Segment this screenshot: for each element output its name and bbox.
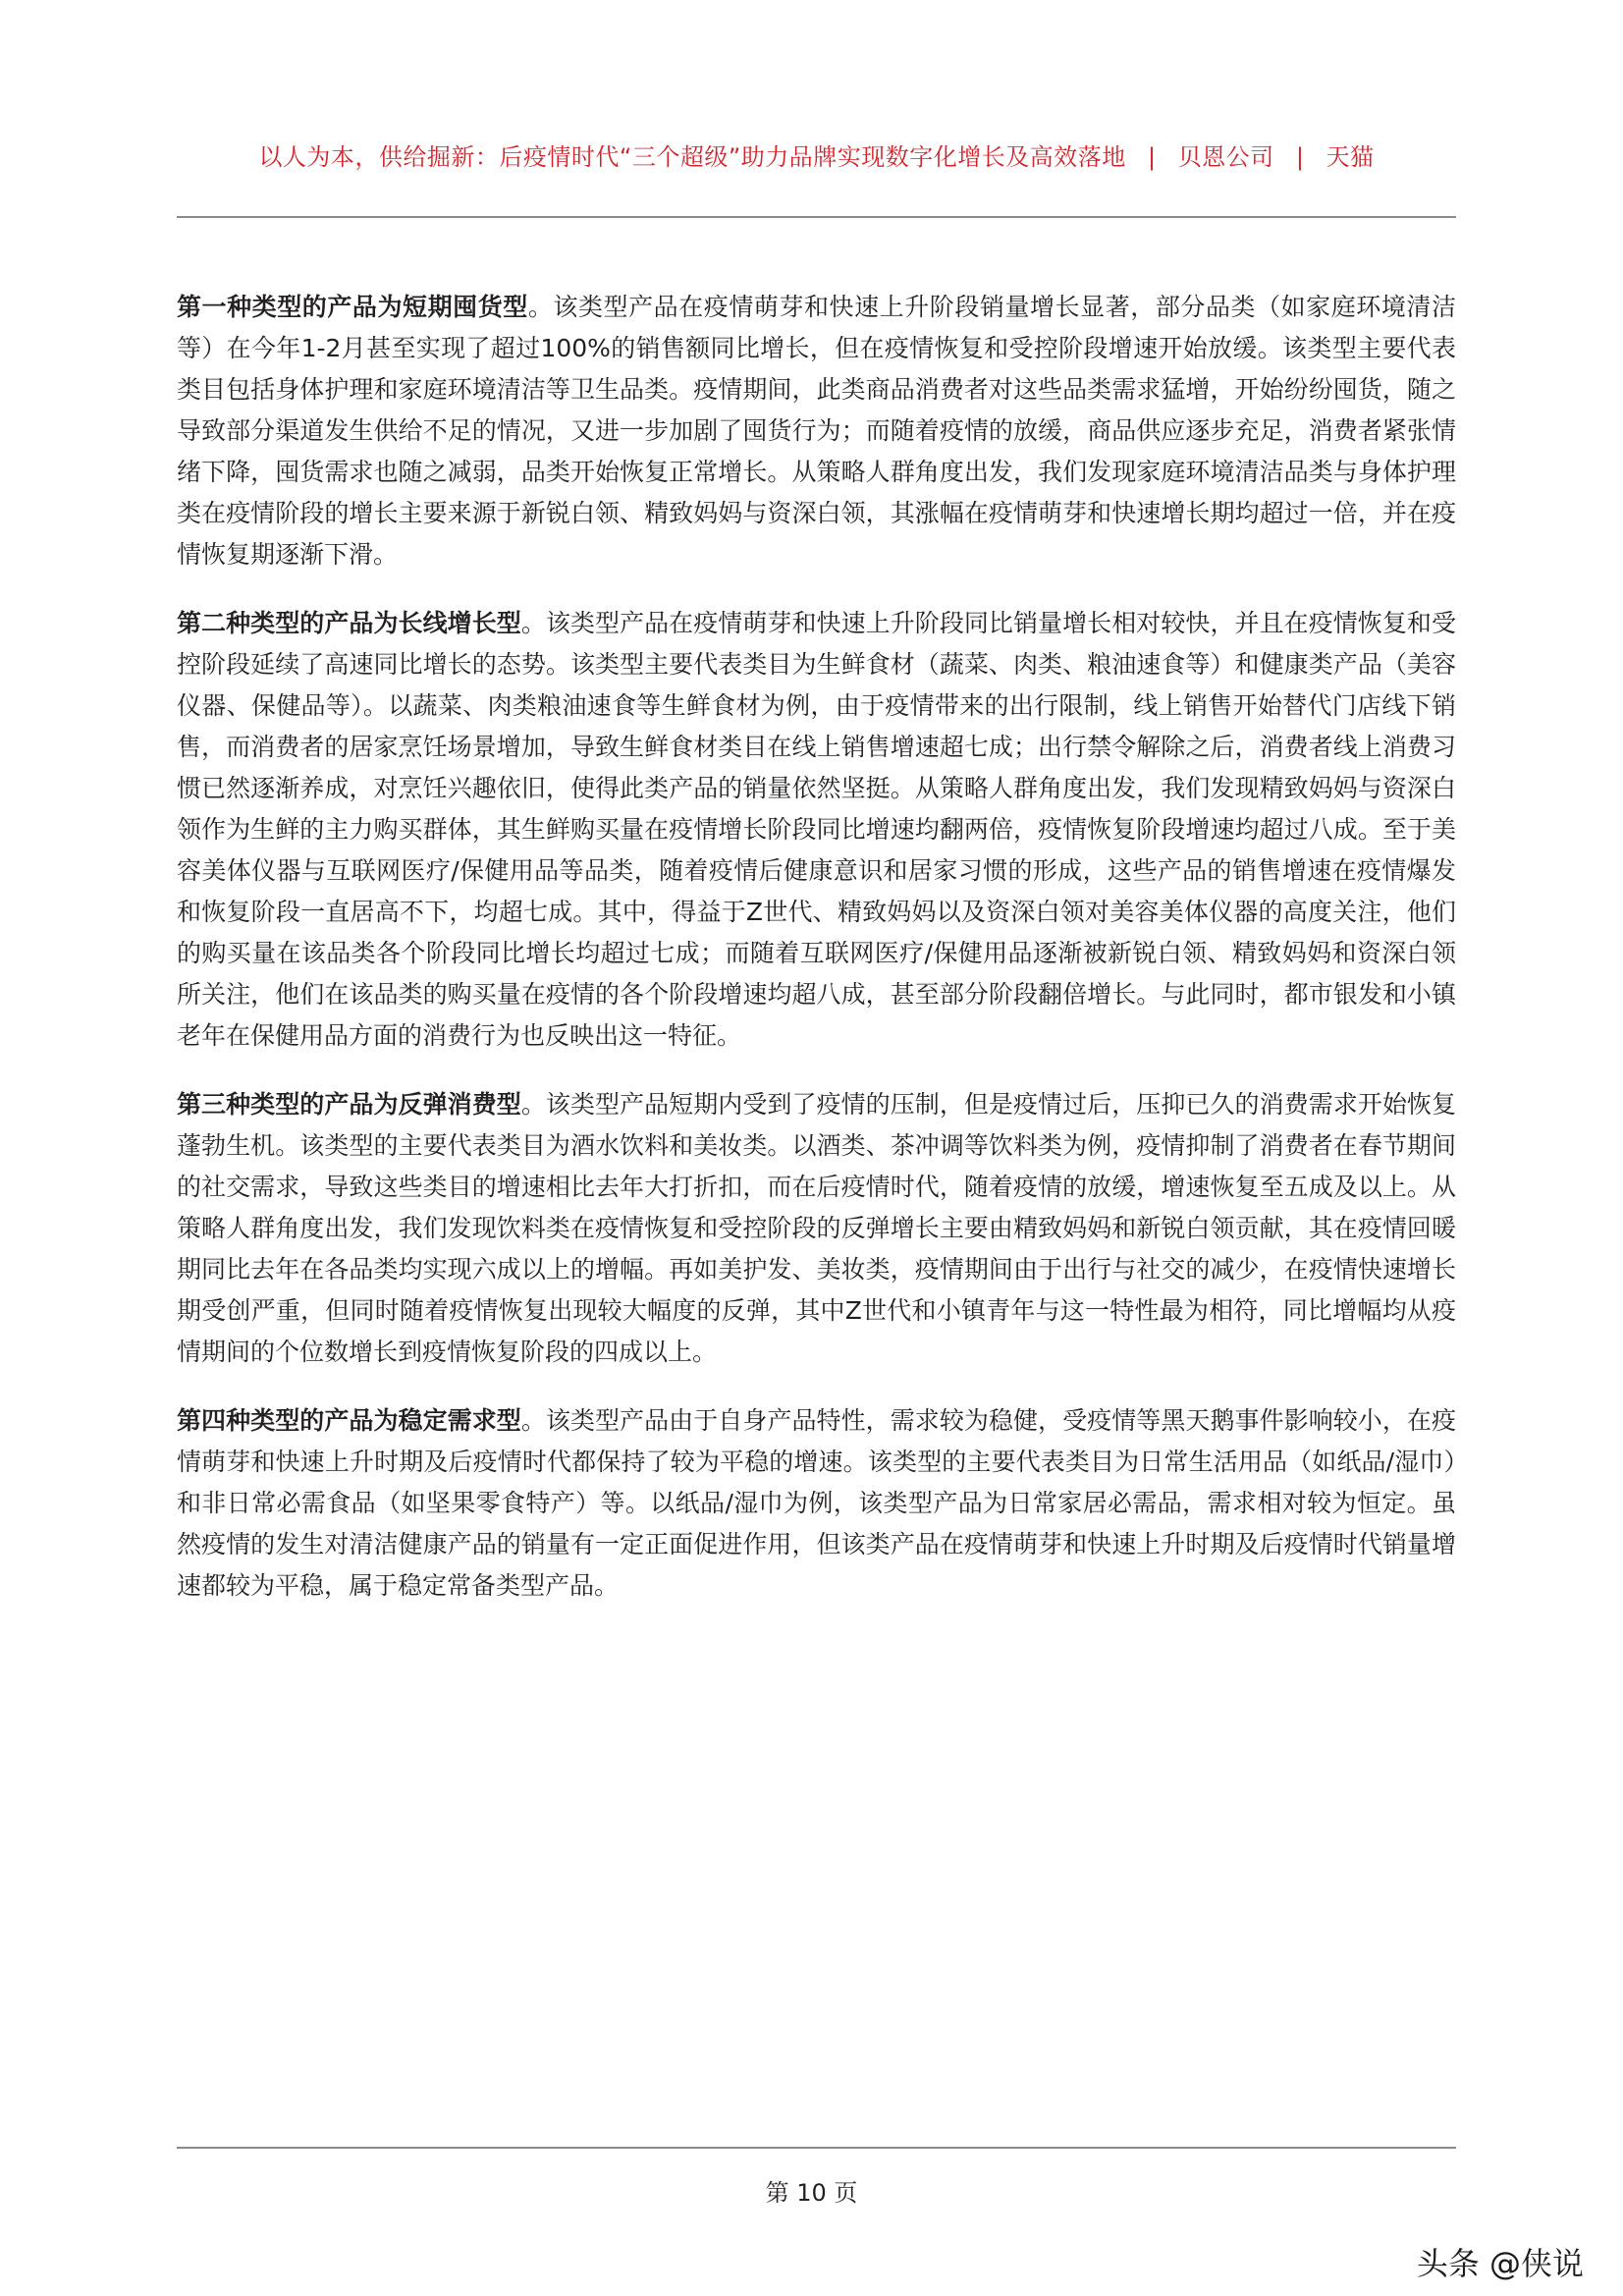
header-divider — [177, 216, 1456, 218]
paragraph-4-text: 。该类型产品由于自身产品特性，需求较为稳健，受疫情等黑天鹅事件影响较小，在疫情萌芽和快速上升时期及后疫情时代都保持了较为平稳的增速。该类型的主要代表类目为日常生活用品（如纸品/湿巾）和非日常必需食品（如坚果零食特产）等。以纸品/湿巾为例，该类型产品为日常家居必需品，需求相对较为恒定。虽然疫情的发生对清洁健康产品的销量有一定正面促进作用，但该类产品在疫情萌芽和快速上升时期及后疫情时代销量增速都较为平稳，属于稳定常备类型产品。 — [177, 1406, 1456, 1600]
paragraph-1 — [177, 287, 1456, 575]
page-header — [177, 137, 1456, 172]
header-separator-1: | — [1147, 143, 1157, 171]
paragraph-1-lead: 第一种类型的产品为短期囤货型 — [177, 293, 528, 321]
paragraph-1-text: 。该类型产品在疫情萌芽和快速上升阶段销量增长显著，部分品类（如家庭环境清洁等）在今年1-2月甚至实现了超过100%的销售额同比增长，但在疫情恢复和受控阶段增速开始放缓。该类型主要代表类目包括身体护理和家庭环境清洁等卫生品类。疫情期间，此类商品消费者对这些品类需求猛增，开始纷纷囤货，随之导致部分渠道发生供给不足的情况，又进一步加剧了囤货行为；而随着疫情的放缓，商品供应逐步充足，消费者紧张情绪下降，囤货需求也随之减弱，品类开始恢复正常增长。从策略人群角度出发，我们发现家庭环境清洁品类与身体护理类在疫情阶段的增长主要来源于新锐白领、精致妈妈与资深白领，其涨幅在疫情萌芽和快速增长期均超过一倍，并在疫情恢复期逐渐下滑。 — [177, 293, 1456, 569]
header-company: 贝恩公司 — [1177, 143, 1274, 171]
paragraph-3-text: 。该类型产品短期内受到了疫情的压制，但是疫情过后，压抑已久的消费需求开始恢复蓬勃生机。该类型的主要代表类目为酒水饮料和美妆类。以酒类、茶冲调等饮料类为例，疫情抑制了消费者在春节期间的社交需求，导致这些类目的增速相比去年大打折扣，而在后疫情时代，随着疫情的放缓，增速恢复至五成及以上。从策略人群角度出发，我们发现饮料类在疫情恢复和受控阶段的反弹增长主要由精致妈妈和新锐白领贡献，其在疫情回暖期同比去年在各品类均实现六成以上的增幅。再如美护发、美妆类，疫情期间由于出行与社交的减少，在疫情快速增长期受创严重，但同时随着疫情恢复出现较大幅度的反弹，其中Z世代和小镇青年与这一特性最为相符，同比增幅均从疫情期间的个位数增长到疫情恢复阶段的四成以上。 — [177, 1090, 1456, 1366]
paragraph-3 — [177, 1084, 1456, 1373]
paragraph-4-lead: 第四种类型的产品为稳定需求型 — [177, 1406, 521, 1435]
header-title: 以人为本，供给掘新：后疫情时代“三个超级”助力品牌实现数字化增长及高效落地 — [258, 143, 1126, 171]
footer-divider — [177, 2147, 1456, 2149]
paragraph-2 — [177, 603, 1456, 1057]
paragraph-2-lead: 第二种类型的产品为长线增长型 — [177, 609, 521, 637]
watermark-text: 头条 @侠说 — [1416, 2245, 1584, 2282]
page-number: 第 10 页 — [765, 2179, 858, 2207]
header-partner: 天猫 — [1325, 143, 1375, 171]
paragraph-3-lead: 第三种类型的产品为反弹消费型 — [177, 1090, 521, 1119]
body-content — [177, 287, 1456, 1634]
paragraph-2-text: 。该类型产品在疫情萌芽和快速上升阶段同比销量增长相对较快，并且在疫情恢复和受控阶段延续了高速同比增长的态势。该类型主要代表类目为生鲜食材（蔬菜、肉类、粮油速食等）和健康类产品（美容仪器、保健品等）。以蔬菜、肉类粮油速食等生鲜食材为例，由于疫情带来的出行限制，线上销售开始替代门店线下销售，而消费者的居家烹饪场景增加，导致生鲜食材类目在线上销售增速超七成；出行禁令解除之后，消费者线上消费习惯已然逐渐养成，对烹饪兴趣依旧，使得此类产品的销量依然坚挺。从策略人群角度出发，我们发现精致妈妈与资深白领作为生鲜的主力购买群体，其生鲜购买量在疫情增长阶段同比增速均翻两倍，疫情恢复阶段增速均超过八成。至于美容美体仪器与互联网医疗/保健用品等品类，随着疫情后健康意识和居家习惯的形成，这些产品的销售增速在疫情爆发和恢复阶段一直居高不下，均超七成。其中，得益于Z世代、精致妈妈以及资深白领对美容美体仪器的高度关注，他们的购买量在该品类各个阶段同比增长均超过七成；而随着互联网医疗/保健用品逐渐被新锐白领、精致妈妈和资深白领所关注，他们在该品类的购买量在疫情的各个阶段增速均超八成，甚至部分阶段翻倍增长。与此同时，都市银发和小镇老年在保健用品方面的消费行为也反映出这一特征。 — [177, 609, 1456, 1050]
paragraph-4 — [177, 1400, 1456, 1607]
header-separator-2: | — [1295, 143, 1305, 171]
